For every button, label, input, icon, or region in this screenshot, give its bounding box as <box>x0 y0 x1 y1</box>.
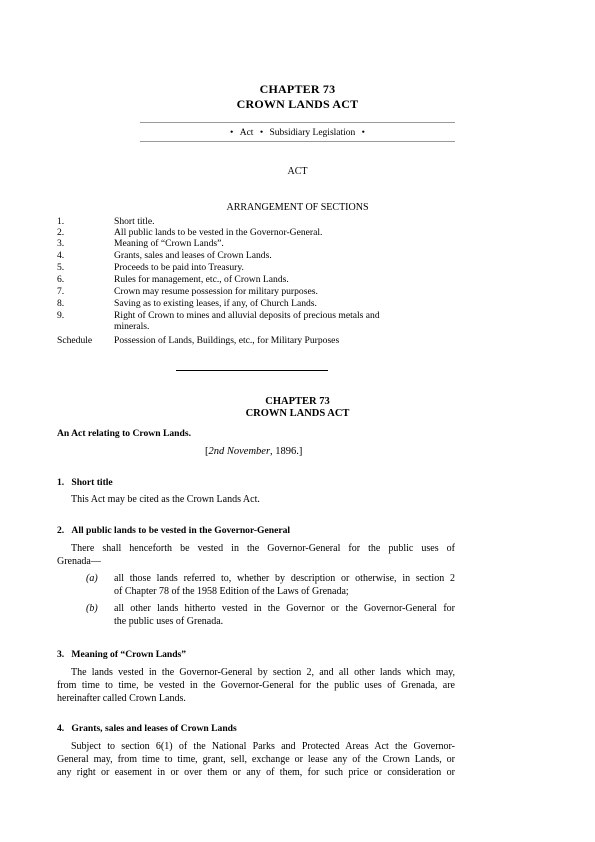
section-heading-1: 1. Short title <box>57 477 113 488</box>
section-title: All public lands to be vested in the Governor-General. <box>114 227 323 238</box>
section-number: 9. <box>57 310 65 321</box>
section-heading-2: 2. All public lands to be vested in the Governor-General <box>57 525 291 536</box>
nav-separator: • <box>361 128 365 138</box>
arrangement-row[interactable] <box>57 286 457 297</box>
item-label: (b) <box>86 603 98 614</box>
nav-separator: • <box>259 128 264 138</box>
section-title: Rules for management, etc., of Crown Lands. <box>114 274 289 285</box>
arrangement-row[interactable] <box>57 298 457 309</box>
item-text-line: all those lands referred to, whether by description or otherwise, in section 2 <box>114 573 455 584</box>
section-4-text-line: General may, from time to time, grant, sell, exchange or lease any of the Crown Lands, or <box>57 754 455 765</box>
nav-link-act[interactable]: Act <box>239 128 254 138</box>
section-1-text: This Act may be cited as the Crown Lands Act. <box>71 494 260 505</box>
section-title: Saving as to existing leases, if any, of Church Lands. <box>114 298 317 309</box>
section-3-text-line: The lands vested in the Governor-General by section 2, and all other lands which may, <box>71 667 455 678</box>
arrangement-row[interactable] <box>57 216 457 227</box>
item-text-line: all other lands hitherto vested in the Governor or the Governor-General for <box>114 603 455 614</box>
item-label: (a) <box>86 573 98 584</box>
chapter-number: CHAPTER 73 <box>259 82 336 96</box>
section-4-text-line: Subject to section 6(1) of the National Parks and Protected Areas Act the Governor- <box>71 741 455 752</box>
item-text-line: the public uses of Grenada. <box>114 616 224 627</box>
section-number: 4. <box>57 250 65 261</box>
section-2-text-line: Grenada— <box>57 556 101 567</box>
arrangement-heading: ARRANGEMENT OF SECTIONS <box>226 202 369 213</box>
section-title: Meaning of “Crown Lands”. <box>114 238 224 249</box>
section-title: Proceeds to be paid into Treasury. <box>114 262 244 273</box>
section-title: Grants, sales and leases of Crown Lands. <box>114 250 272 261</box>
arrangement-row[interactable] <box>57 262 457 273</box>
act-heading: ACT <box>287 166 308 177</box>
arrangement-row[interactable] <box>57 227 457 238</box>
section-number: 8. <box>57 298 65 309</box>
nav-bar <box>0 127 595 139</box>
nav-divider <box>140 141 455 142</box>
commencement-day: 2nd November <box>208 446 271 457</box>
section-3-text-line: hereinafter called Crown Lands. <box>57 693 186 704</box>
body-act-title: CROWN LANDS ACT <box>245 408 350 419</box>
section-4-text-line: any right or easement in or over them or any of them, for such price or consideration or <box>57 767 455 778</box>
section-number: 6. <box>57 274 65 285</box>
section-title: Crown may resume possession for military purposes. <box>114 286 318 297</box>
arrangement-row[interactable] <box>57 321 457 332</box>
section-number: 2. <box>57 227 65 238</box>
section-heading-4: 4. Grants, sales and leases of Crown Lands <box>57 723 237 734</box>
nav-link-subsidiary-legislation[interactable]: Subsidiary Legislation <box>269 128 356 138</box>
commencement-bracket: [ <box>205 446 209 457</box>
section-number: 7. <box>57 286 65 297</box>
long-title: An Act relating to Crown Lands. <box>57 428 191 439</box>
section-number: 5. <box>57 262 65 273</box>
act-title: CROWN LANDS ACT <box>236 97 359 111</box>
section-number: 3. <box>57 238 65 249</box>
arrangement-row-schedule[interactable] <box>57 335 457 346</box>
arrangement-row[interactable] <box>57 274 457 285</box>
body-chapter-number: CHAPTER 73 <box>265 396 330 407</box>
nav-separator: • <box>230 128 234 138</box>
commencement-date <box>205 446 302 458</box>
section-title: Right of Crown to mines and alluvial deposits of precious metals and <box>114 310 380 321</box>
section-title: minerals. <box>114 321 150 332</box>
arrangement-row[interactable] <box>57 250 457 261</box>
section-number: Schedule <box>57 335 93 346</box>
section-title: Short title. <box>114 216 155 227</box>
section-3-text-line: from time to time, be vested in the Governor-General for the public uses of Grenada, are <box>57 680 455 691</box>
section-title: Possession of Lands, Buildings, etc., for Military Purposes <box>114 335 340 346</box>
item-text-line: of Chapter 78 of the 1958 Edition of the Laws of Grenada; <box>114 586 349 597</box>
section-2-text-line: There shall henceforth be vested in the Governor-General for the public uses of <box>71 543 455 554</box>
top-divider <box>140 122 455 123</box>
arrangement-row[interactable] <box>57 238 457 249</box>
arrangement-row[interactable] <box>57 310 457 321</box>
section-divider <box>176 370 328 371</box>
commencement-year: , 1896.] <box>270 446 303 457</box>
section-number: 1. <box>57 216 65 227</box>
section-heading-3: 3. Meaning of “Crown Lands” <box>57 649 187 660</box>
